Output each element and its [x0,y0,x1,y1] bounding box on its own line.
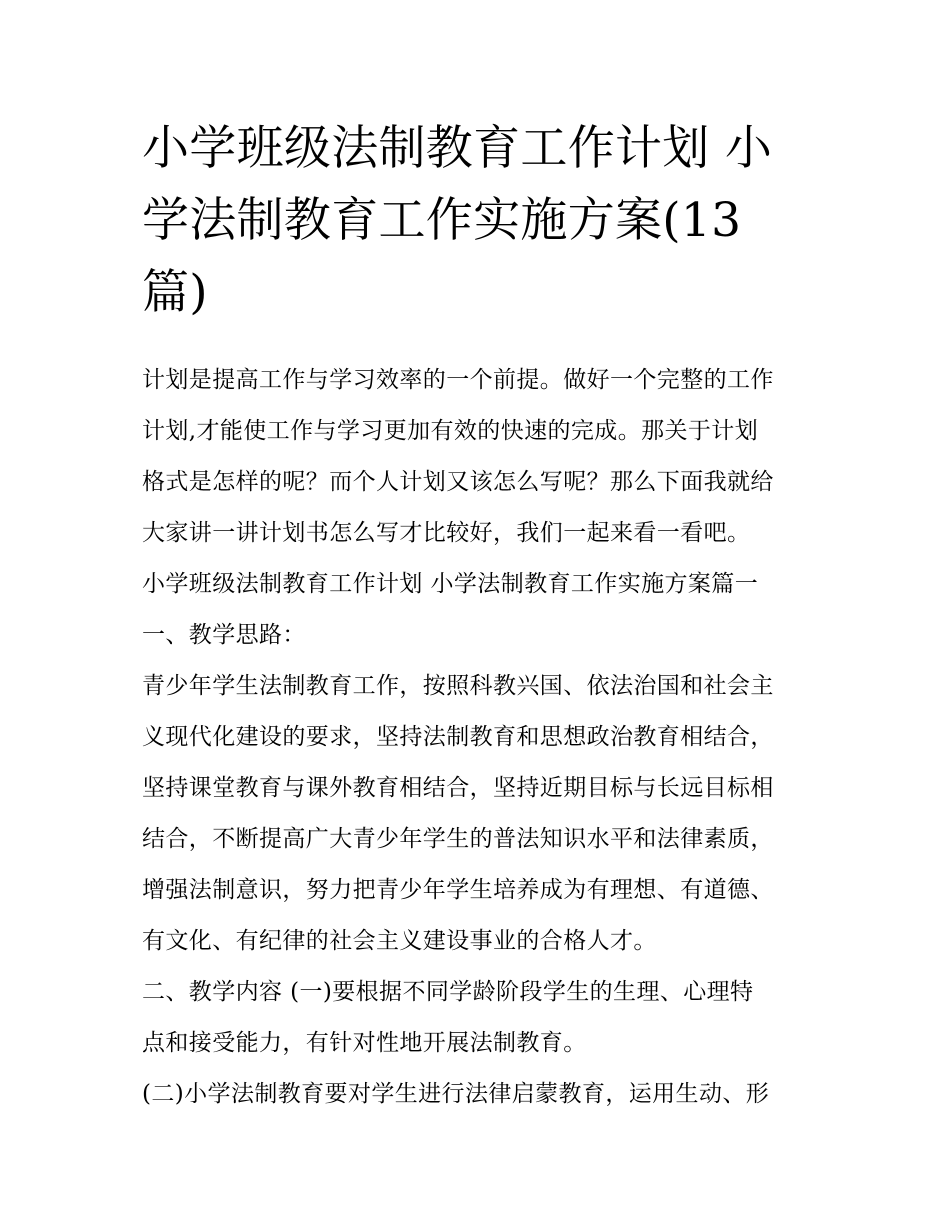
paragraph-line: 义现代化建设的要求，坚持法制教育和思想政治教育相结合， [142,724,774,750]
title-line: 小学班级法制教育工作计划 小 [142,121,773,176]
paragraph-line: 坚持课堂教育与课外教育相结合，坚持近期目标与长远目标相 [142,775,774,801]
title-line: 学法制教育工作实施方案(13 [142,193,742,248]
paragraph-line: 增强法制意识，努力把青少年学生培养成为有理想、有道德、 [142,877,774,903]
intro-paragraph-line: 计划是提高工作与学习效率的一个前提。做好一个完整的工作 [142,367,774,393]
document-body [142,355,822,1120]
section-heading: 小学班级法制教育工作计划 小学法制教育工作实施方案篇一 [142,571,759,597]
subsection-heading: 一、教学思路： [142,622,306,648]
paragraph-line: (二)小学法制教育要对学生进行法律启蒙教育，运用生动、形 [142,1081,770,1107]
document-title [142,113,822,329]
paragraph-line: 有文化、有纪律的社会主义建设事业的合格人才。 [142,928,657,954]
paragraph-line: 结合，不断提高广大青少年学生的普法知识水平和法律素质， [142,826,774,852]
paragraph-line: 二、教学内容 (一)要根据不同学龄阶段学生的生理、心理特 [142,979,754,1005]
paragraph-line: 青少年学生法制教育工作，按照科教兴国、依法治国和社会主 [142,673,774,699]
intro-paragraph-line: 计划,才能使工作与学习更加有效的快速的完成。那关于计划 [142,418,759,444]
paragraph-line: 点和接受能力，有针对性地开展法制教育。 [142,1030,587,1056]
intro-paragraph-line: 格式是怎样的呢？而个人计划又该怎么写呢？那么下面我就给 [142,469,774,495]
title-line: 篇) [142,265,208,320]
intro-paragraph-line: 大家讲一讲计划书怎么写才比较好，我们一起来看一看吧。 [142,520,751,546]
